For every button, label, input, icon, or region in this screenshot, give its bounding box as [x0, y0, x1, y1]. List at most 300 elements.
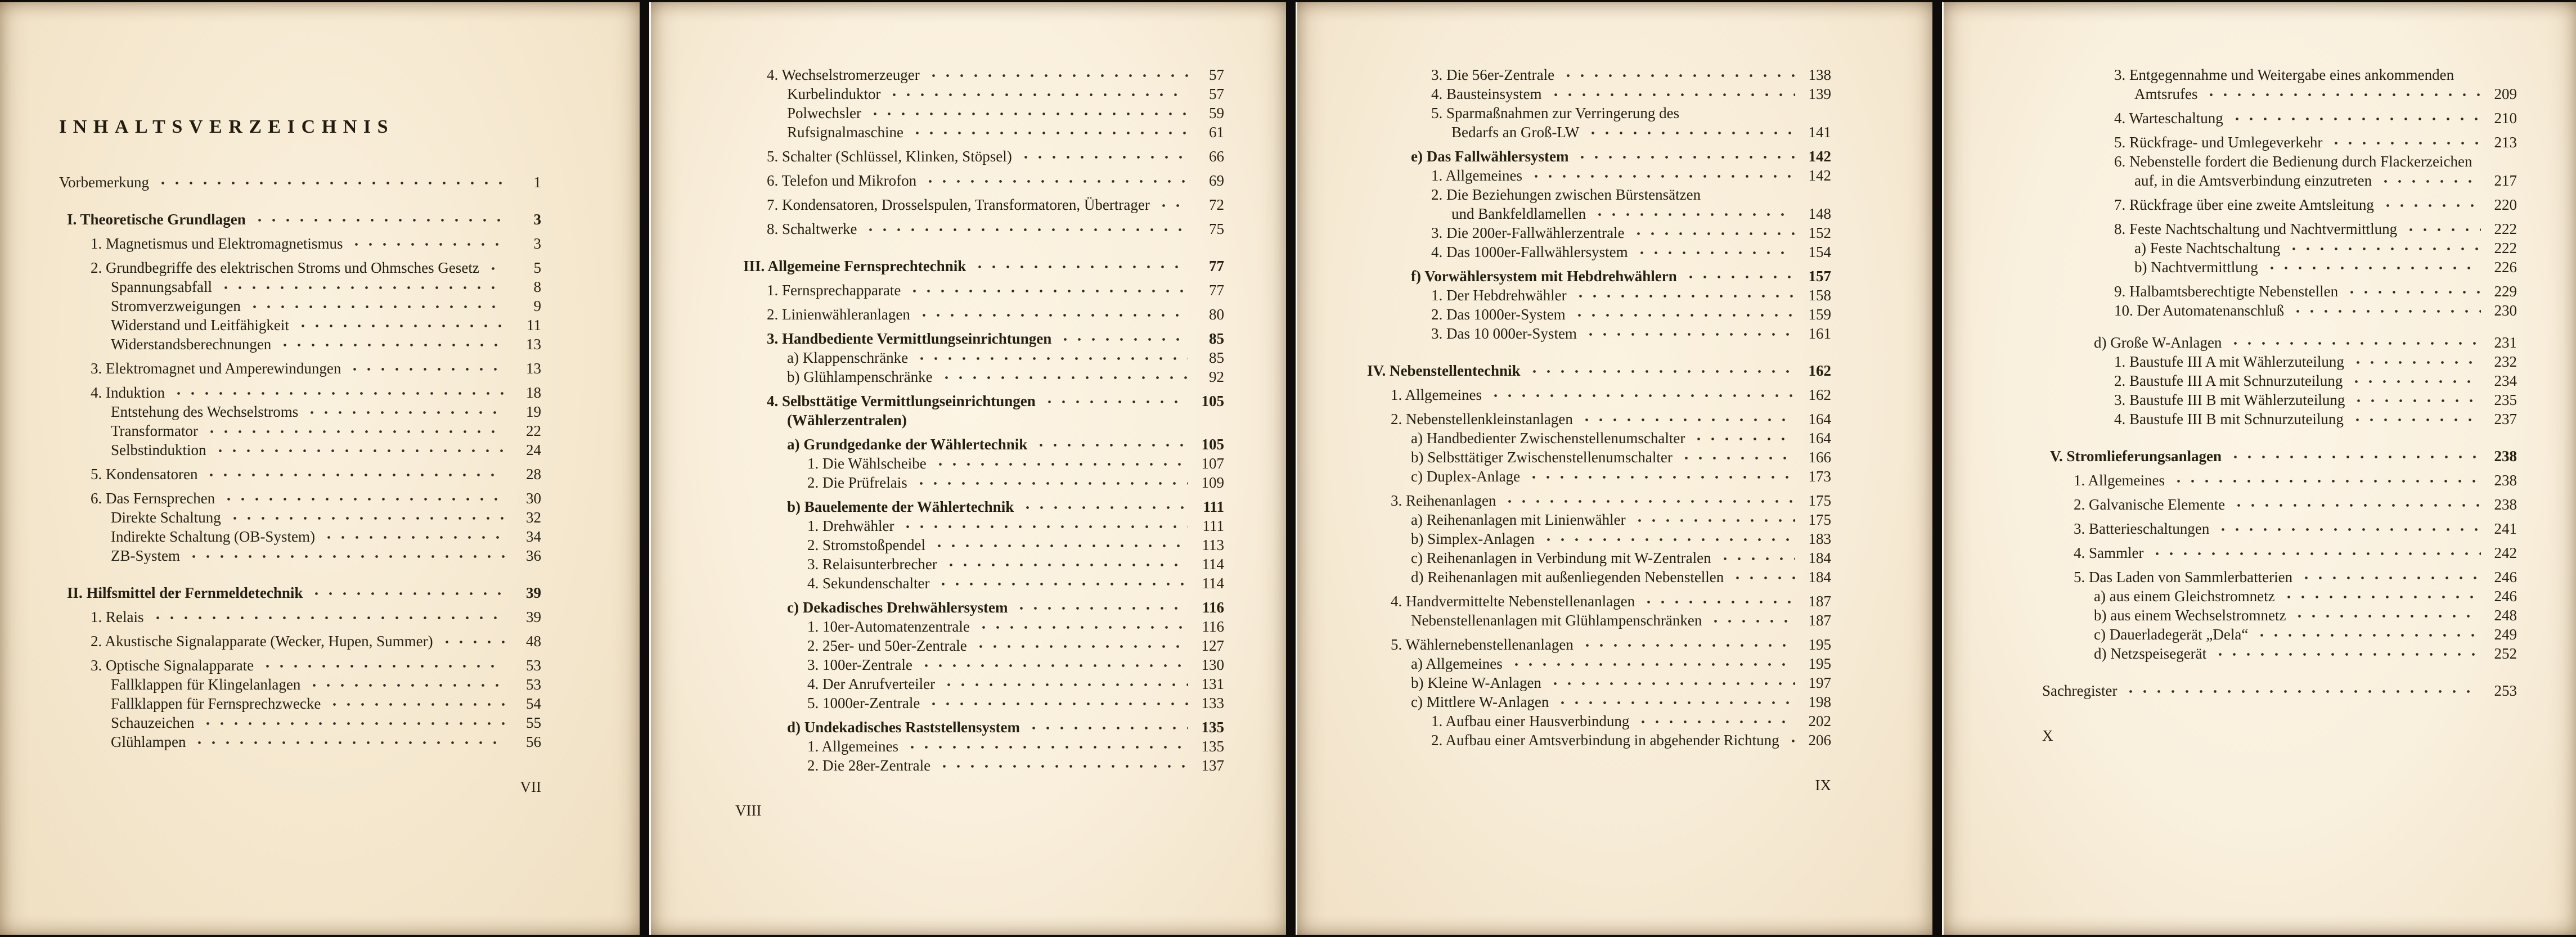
entry-label: 8. Feste Nachtschaltung und Nachtvermittlung: [2114, 220, 2398, 237]
entry-label: 5. Schalter (Schlüssel, Klinken, Stöpsel): [767, 148, 1012, 165]
toc-page-x: [1942, 2, 2576, 935]
toc-entry: [59, 173, 541, 192]
toc-entry: [735, 535, 1224, 555]
entry-label: d) Große W-Anlagen: [2094, 334, 2222, 351]
entry-label: 10. Der Automatenanschluß: [2114, 302, 2285, 319]
toc-entry: [59, 489, 541, 508]
entry-page-number: 184: [1808, 549, 1831, 566]
entry-label: Rufsignalmaschine: [787, 124, 903, 141]
entry-page-number: 162: [1808, 386, 1831, 403]
toc-entry: [2042, 625, 2517, 644]
toc-entry: [735, 598, 1224, 617]
toc-entry: [2042, 238, 2517, 258]
toc-entry: [735, 435, 1224, 454]
toc-entry: [1359, 592, 1831, 611]
entry-page-number: 56: [526, 733, 541, 750]
dot-leader: [2216, 519, 2481, 538]
dot-leader: [192, 732, 505, 751]
entry-page-number: 209: [2494, 85, 2517, 102]
dot-leader: [322, 527, 505, 546]
entry-label: 3. Entgegennahme und Weitergabe eines ankommenden: [2114, 66, 2454, 83]
toc-entry: [1359, 548, 1831, 567]
dot-leader: [1584, 324, 1795, 343]
entry-page-number: 241: [2494, 520, 2517, 537]
toc-entry: [1359, 123, 1831, 142]
entry-page-number: 61: [1209, 124, 1224, 141]
entry-label: a) Feste Nachtschaltung: [2134, 240, 2281, 256]
toc-entry: [735, 411, 1224, 430]
entry-label: 2. Die 28er-Zentrale: [807, 757, 931, 774]
dot-leader: [977, 617, 1188, 636]
entry-label: 5. Kondensatoren: [91, 466, 198, 483]
toc-entry: [1359, 635, 1831, 654]
toc-entry: [2042, 65, 2517, 84]
entry-page-number: 253: [2494, 682, 2517, 699]
entry-page-number: 22: [526, 422, 541, 439]
entry-label: 3. Elektromagnet und Amperewindungen: [91, 360, 341, 377]
entry-page-number: 213: [2494, 134, 2517, 151]
entry-page-number: 66: [1209, 148, 1224, 165]
dot-leader: [936, 574, 1188, 593]
entry-label: Selbstinduktion: [111, 442, 206, 458]
dot-leader: [219, 277, 505, 296]
entry-page-number: 13: [526, 336, 541, 353]
entry-page-number: 131: [1201, 675, 1224, 692]
dot-leader: [2299, 567, 2481, 587]
entry-page-number: 238: [2494, 496, 2517, 513]
dot-leader: [151, 607, 506, 627]
dot-leader: [1635, 242, 1795, 262]
toc-page-viii: [649, 2, 1286, 935]
dot-leader: [917, 305, 1188, 324]
entry-page-number: 39: [526, 609, 541, 625]
entry-page-number: 53: [526, 676, 541, 693]
entry-page-number: 183: [1808, 530, 1831, 547]
entry-page-number: 137: [1201, 757, 1224, 774]
entries: [59, 173, 541, 751]
entry-page-number: 48: [526, 633, 541, 650]
toc-entry: [735, 171, 1224, 190]
entry-page-number: 24: [526, 442, 541, 458]
entry-label: 1. Aufbau einer Hausverbindung: [1431, 713, 1630, 729]
entry-label: (Wählerzentralen): [787, 412, 907, 429]
dot-leader: [1509, 654, 1795, 673]
entry-label: d) Undekadisches Raststellensystem: [787, 719, 1020, 736]
entry-label: 3. 100er-Zentrale: [807, 656, 912, 673]
entry-label: 3. Batterieschaltungen: [2074, 520, 2210, 537]
entry-label: c) Dekadisches Drehwählersystem: [787, 599, 1008, 616]
toc-entry: [59, 277, 541, 296]
entry-page-number: 116: [1202, 599, 1224, 616]
toc-entry: [735, 84, 1224, 103]
entry-label: 1. 10er-Automatenzentrale: [807, 618, 970, 635]
entry-page-number: 246: [2494, 569, 2517, 585]
toc-entry: [2042, 258, 2517, 277]
dot-leader: [927, 693, 1188, 713]
entry-label: 5. 1000er-Zentrale: [807, 695, 920, 711]
entry-label: 5. Wählernebenstellenanlagen: [1391, 636, 1574, 653]
dot-leader: [932, 535, 1188, 555]
entry-page-number: 226: [2494, 259, 2517, 276]
dot-leader: [253, 210, 505, 229]
toc-entry: [735, 348, 1224, 367]
entry-label: Entstehung des Wechselstroms: [111, 403, 299, 420]
toc-entry: [59, 632, 541, 651]
dot-leader: [1642, 592, 1795, 611]
entry-page-number: 77: [1209, 282, 1224, 299]
toc-entry: [1359, 286, 1831, 305]
dot-leader: [2204, 84, 2481, 103]
toc-entry: [735, 718, 1224, 737]
entry-label: Fallklappen für Fernsprechzwecke: [111, 695, 321, 712]
entry-label: Widerstand und Leitfähigkeit: [111, 317, 289, 334]
toc-entry: [735, 516, 1224, 535]
dot-leader: [1692, 429, 1795, 448]
dot-leader: [1548, 673, 1795, 692]
dot-leader: [327, 694, 505, 713]
toc-entry: [735, 103, 1224, 123]
entry-page-number: 222: [2494, 220, 2517, 237]
dot-leader: [1527, 361, 1795, 380]
entry-label: 3. Relaisunterbrecher: [807, 556, 937, 573]
dot-leader: [2351, 352, 2481, 371]
toc-entry: [2042, 447, 2517, 466]
toc-entry: [1359, 711, 1831, 731]
entry-label: b) Bauelemente der Wählertechnik: [787, 498, 1014, 515]
toc-entry: [2042, 171, 2517, 190]
entry-page-number: 175: [1808, 492, 1831, 509]
dot-leader: [2228, 447, 2481, 466]
toc-entry: [1359, 185, 1831, 204]
entries: [1359, 65, 1831, 750]
entry-page-number: 198: [1808, 693, 1831, 710]
toc-entry: [2042, 84, 2517, 103]
entry-page-number: 8: [533, 278, 541, 295]
entry-label: a) Reihenanlagen mit Linienwähler: [1411, 511, 1626, 528]
entry-page-number: 173: [1808, 468, 1831, 485]
toc-entry: [2042, 109, 2517, 128]
toc-entry: [2042, 606, 2517, 625]
entry-label: c) Reihenanlagen in Verbindung mit W-Zentralen: [1411, 549, 1711, 566]
toc-entry: [2042, 219, 2517, 238]
dot-leader: [309, 583, 505, 602]
toc-entry: [59, 402, 541, 421]
entry-label: Amtsrufes: [2134, 85, 2198, 102]
entry-label: 4. Sammler: [2074, 544, 2144, 561]
entry-label: a) Handbedienter Zwischenstellenumschalter: [1411, 430, 1685, 447]
toc-entry: [2042, 333, 2517, 352]
entry-label: Indirekte Schaltung (OB-System): [111, 528, 315, 545]
toc-entry: [735, 497, 1224, 516]
entry-label: Schauzeichen: [111, 714, 195, 731]
entry-page-number: 85: [1209, 330, 1224, 347]
dot-leader: [213, 440, 505, 460]
entry-page-number: 133: [1201, 695, 1224, 711]
entry-label: 2. Akustische Signalapparate (Wecker, Hupen, Summer): [91, 633, 433, 650]
dot-leader: [1549, 84, 1796, 103]
toc-entry: [59, 732, 541, 751]
entries: [735, 65, 1224, 775]
entry-page-number: 55: [526, 714, 541, 731]
toc-entry: [2042, 352, 2517, 371]
entry-page-number: 238: [2494, 448, 2517, 465]
entry-page-number: 1: [533, 174, 541, 191]
toc-entry: [2042, 390, 2517, 409]
dot-leader: [1718, 548, 1795, 567]
entry-page-number: 232: [2494, 353, 2517, 370]
dot-leader: [1730, 567, 1795, 587]
entry-label: 3. Optische Signalapparate: [91, 657, 254, 674]
entry-label: 4. Wechselstromerzeuger: [767, 66, 920, 83]
dot-leader: [1586, 123, 1795, 142]
entry-page-number: 246: [2494, 588, 2517, 605]
entry-label: 1. Magnetismus und Elektromagnetismus: [91, 235, 343, 252]
entry-page-number: 57: [1209, 66, 1224, 83]
entry-label: f) Vorwählersystem mit Hebdrehwählern: [1411, 268, 1677, 285]
toc-entry: [59, 527, 541, 546]
entry-label: 3. Baustufe III B mit Wählerzuteilung: [2114, 391, 2345, 408]
dot-leader: [974, 636, 1188, 655]
entry-label: 4. Der Anrufverteiler: [807, 675, 936, 692]
entry-label: 2. Die Beziehungen zwischen Bürstensätzen: [1431, 186, 1701, 203]
entry-page-number: 39: [526, 584, 541, 601]
entry-label: 1. Relais: [91, 609, 144, 625]
entry-label: b) Glühlampenschränke: [787, 368, 933, 385]
entry-page-number: 187: [1808, 593, 1831, 610]
toc-entry: [59, 359, 541, 378]
entry-label: d) Reihenanlagen mit außenliegenden Nebenstellen: [1411, 569, 1724, 585]
dot-leader: [2265, 258, 2481, 277]
entry-page-number: 9: [533, 298, 541, 314]
entry-page-number: 130: [1201, 656, 1224, 673]
toc-entry: [735, 281, 1224, 300]
dot-leader: [1058, 329, 1188, 348]
entry-label: 5. Rückfrage- und Umlegeverkehr: [2114, 134, 2323, 151]
dot-leader: [187, 546, 505, 565]
toc-entry: [735, 555, 1224, 574]
entry-label: c) Mittlere W-Anlagen: [1411, 693, 1549, 710]
toc-entry: [2042, 301, 2517, 320]
entry-page-number: 184: [1808, 569, 1831, 585]
entry-label: 3. Handbediente Vermittlungseinrichtungen: [767, 330, 1052, 347]
toc-entry: [1359, 611, 1831, 630]
toc-entry: [735, 693, 1224, 713]
toc-entry: [735, 256, 1224, 276]
toc-entry: [59, 210, 541, 229]
toc-entry: [1359, 731, 1831, 750]
dot-leader: [349, 234, 505, 253]
dot-leader: [1679, 448, 1795, 467]
entry-label: 2. Galvanische Elemente: [2074, 496, 2226, 513]
toc-entry: [2042, 681, 2517, 700]
dot-leader: [201, 713, 505, 732]
toc-entry: [59, 546, 541, 565]
entry-page-number: 195: [1808, 655, 1831, 672]
dot-leader: [914, 473, 1188, 492]
dot-leader: [2228, 333, 2481, 352]
entry-page-number: 152: [1808, 224, 1831, 241]
entry-label: 4. Baustufe III B mit Schnurzuteilung: [2114, 411, 2344, 427]
entry-page-number: 36: [526, 547, 541, 564]
dot-leader: [910, 123, 1188, 142]
entry-page-number: 135: [1201, 719, 1224, 736]
dot-leader: [933, 454, 1188, 473]
entry-label: a) Grundgedanke der Wählertechnik: [787, 436, 1028, 453]
entry-label: 6. Das Fernsprechen: [91, 490, 215, 507]
entry-page-number: 105: [1201, 393, 1224, 409]
toc-entry: [59, 465, 541, 484]
entry-label: Bedarfs an Groß-LW: [1451, 124, 1580, 141]
toc-entry: [59, 383, 541, 402]
entry-label: c) Dauerladegerät „Dela“: [2094, 626, 2249, 643]
dot-leader: [1556, 692, 1795, 711]
dot-leader: [2282, 587, 2481, 606]
entry-label: Glühlampen: [111, 733, 186, 750]
toc-entry: [2042, 152, 2517, 171]
toc-entry: [735, 574, 1224, 593]
entry-label: e) Das Fallwählersystem: [1411, 148, 1569, 165]
dot-leader: [923, 171, 1188, 190]
dot-leader: [868, 103, 1188, 123]
entry-page-number: 159: [1808, 306, 1831, 323]
entry-page-number: 54: [526, 695, 541, 712]
entry-label: und Bankfeldlamellen: [1451, 205, 1586, 222]
toc-entry: [2042, 282, 2517, 301]
folio-page-number: VII: [520, 778, 541, 795]
entry-label: Sachregister: [2042, 682, 2118, 699]
toc-entry: [1359, 324, 1831, 343]
entry-label: d) Netzspeisegerät: [2094, 645, 2207, 662]
dot-leader: [915, 348, 1188, 367]
toc-entry: [1359, 385, 1831, 404]
entry-label: V. Stromlieferungsanlagen: [2050, 448, 2222, 465]
dot-leader: [1575, 147, 1795, 166]
entry-page-number: 220: [2494, 196, 2517, 213]
entry-page-number: 157: [1808, 268, 1831, 285]
entry-label: 3. Das 10 000er-System: [1431, 325, 1577, 342]
entry-label: 2. Nebenstellenkleinstanlagen: [1391, 411, 1573, 427]
dot-leader: [205, 421, 505, 440]
entry-page-number: 30: [526, 490, 541, 507]
dot-leader: [2291, 301, 2481, 320]
toc-entry: [1359, 529, 1831, 548]
entry-page-number: 142: [1808, 148, 1831, 165]
folio-page-number: VIII: [735, 802, 762, 819]
entry-page-number: 154: [1808, 244, 1831, 260]
dot-leader: [2349, 371, 2481, 390]
toc-entry: [735, 367, 1224, 386]
entry-page-number: 237: [2494, 411, 2517, 427]
entry-label: 1. Allgemeines: [807, 738, 898, 755]
entry-page-number: 75: [1209, 220, 1224, 237]
dot-leader: [2352, 390, 2481, 409]
toc-page-ix: [1296, 2, 1932, 935]
toc-entry: [2042, 409, 2517, 429]
dot-leader: [1593, 204, 1795, 223]
toc-entry: [1359, 673, 1831, 692]
dot-leader: [2329, 133, 2481, 152]
toc-entry: [59, 713, 541, 732]
entry-label: auf, in die Amtsverbindung einzutreten: [2134, 172, 2372, 189]
entry-page-number: 114: [1202, 575, 1224, 592]
folio-page-number: X: [2042, 727, 2053, 744]
dot-leader: [1636, 711, 1795, 731]
dot-leader: [1529, 166, 1795, 185]
toc-entry: [59, 675, 541, 694]
dot-leader: [204, 465, 505, 484]
entry-label: 4. Sekundenschalter: [807, 575, 930, 592]
entry-label: a) Klappenschränke: [787, 349, 909, 366]
entry-label: c) Duplex-Anlage: [1411, 468, 1521, 485]
toc-entry: [2042, 519, 2517, 538]
entry-page-number: 114: [1202, 556, 1224, 573]
entry-page-number: 3: [533, 211, 541, 228]
toc-entry: [1359, 409, 1831, 429]
entry-page-number: 3: [533, 235, 541, 252]
entry-label: 1. Allgemeines: [2074, 472, 2165, 489]
entry-page-number: 217: [2494, 172, 2517, 189]
entry-label: 8. Schaltwerke: [767, 220, 857, 237]
entry-label: 3. Reihenanlagen: [1391, 492, 1496, 509]
toc-entry: [735, 195, 1224, 214]
dot-leader: [1561, 65, 1795, 84]
dot-leader: [937, 756, 1188, 775]
toc-entry: [735, 636, 1224, 655]
entry-label: Kurbelinduktor: [787, 85, 881, 102]
entry-page-number: 231: [2494, 334, 2517, 351]
entry-page-number: 148: [1808, 205, 1831, 222]
entry-label: 3. Die 56er-Zentrale: [1431, 66, 1555, 83]
entry-page-number: 195: [1808, 636, 1831, 653]
entry-page-number: 80: [1209, 306, 1224, 323]
entry-page-number: 13: [526, 360, 541, 377]
entry-page-number: 162: [1808, 362, 1831, 379]
toc-entry: [735, 219, 1224, 238]
dot-leader: [260, 656, 505, 675]
dot-leader: [278, 335, 505, 354]
entry-page-number: 238: [2494, 472, 2517, 489]
dot-leader: [1574, 286, 1795, 305]
entry-label: Direkte Schaltung: [111, 509, 221, 526]
entry-label: a) Allgemeines: [1411, 655, 1503, 672]
entry-label: 3. Die 200er-Fallwählerzentrale: [1431, 224, 1625, 241]
dot-leader: [1503, 491, 1795, 510]
dot-leader: [1709, 611, 1795, 630]
entry-page-number: 164: [1808, 430, 1831, 447]
dot-leader: [296, 316, 505, 335]
toc-entry: [2042, 495, 2517, 514]
entry-page-number: 77: [1209, 258, 1224, 274]
toc-entry: [1359, 204, 1831, 223]
entry-page-number: 139: [1808, 85, 1831, 102]
entry-label: 2. 25er- und 50er-Zentrale: [807, 637, 967, 654]
entry-page-number: 202: [1808, 713, 1831, 729]
entry-label: 4. Selbsttätige Vermittlungseinrichtungen: [767, 393, 1036, 409]
toc-entry: [1359, 305, 1831, 324]
toc-entry: [59, 607, 541, 627]
toc-entry: [2042, 587, 2517, 606]
entry-page-number: 5: [533, 259, 541, 276]
dot-leader: [248, 296, 505, 316]
entry-label: 6. Telefon und Mikrofon: [767, 172, 917, 189]
toc-page-vii: [0, 2, 640, 935]
toc-entry: [735, 756, 1224, 775]
entry-label: Transformator: [111, 422, 198, 439]
page-title: INHALTSVERZEICHNIS: [59, 116, 395, 137]
entry-label: b) Simplex-Anlagen: [1411, 530, 1535, 547]
toc-entry: [2042, 644, 2517, 663]
entry-page-number: 85: [1209, 349, 1224, 366]
